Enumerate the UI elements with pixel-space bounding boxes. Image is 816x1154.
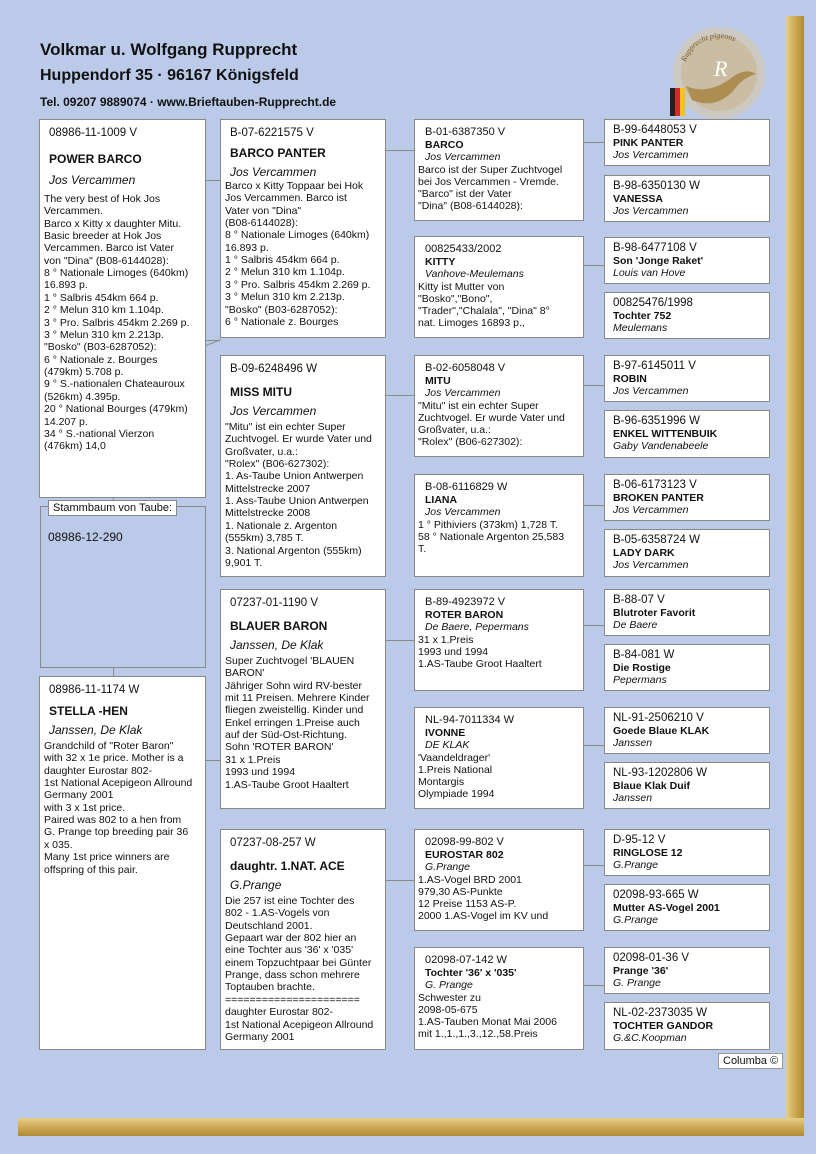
- connector-line: [386, 395, 414, 396]
- pigeon-description: Super Zuchtvogel 'BLAUEN BARON' Jähriger Sohn wird RV-bester mit 11 Preisen. Mehrere Kinder fliegen zweistellig. Kinder und Enkel erringen 1.Preise auch auf der Süd-Ost-Richtung. Sohn 'ROTER BARON' 31 x 1.Preis 1993 und 1994 1.AS-Taube Groot Haaltert: [225, 654, 370, 791]
- ring-number: B-98-6350130 W: [613, 180, 700, 192]
- ring-number: 07237-01-1190 V: [230, 597, 319, 609]
- breeder-name: G.Prange: [425, 861, 470, 874]
- logo-text: Rupprecht pigeons: [679, 30, 738, 63]
- pigeon-name: Blaue Klak Duif: [613, 779, 691, 792]
- breeder-name: Jos Vercammen: [613, 503, 689, 516]
- breeder-name: Gaby Vandenabeele: [613, 439, 709, 452]
- breeder-name: Janssen, De Klak: [230, 638, 324, 653]
- great-grandparent-card[interactable]: [414, 829, 584, 931]
- ring-number: B-99-6448053 V: [613, 124, 697, 136]
- pigeon-name: KITTY: [425, 256, 456, 269]
- pigeon-name: MISS MITU: [230, 384, 292, 399]
- sire-card[interactable]: [39, 119, 206, 498]
- pigeon-name: Blutroter Favorit: [613, 606, 696, 619]
- pigeon-name: daughtr. 1.NAT. ACE: [230, 858, 345, 873]
- ancestor-card[interactable]: [604, 762, 770, 809]
- great-grandparent-card[interactable]: [414, 707, 584, 809]
- ring-number: 08986-11-1174 W: [49, 684, 140, 696]
- breeder-name: Jos Vercammen: [49, 173, 136, 188]
- pedigree-label: Stammbaum von Taube:: [48, 500, 177, 516]
- ring-number: B-06-6173123 V: [613, 479, 697, 491]
- pigeon-name: PINK PANTER: [613, 136, 684, 149]
- ancestor-card[interactable]: [604, 355, 770, 402]
- pigeon-description: Die 257 ist eine Tochter des 802 - 1.AS-Vogels von Deutschland 2001. Gepaart war der 802 hier an eine Tochter aus '36' x '035' einem Topzuchtpaar bei Günter Prange, dass schon mehrere Toptauben brachte. ====================== daughter Eurostar 802- 1st National Acepigeon Allround Germany 2001: [225, 894, 374, 1043]
- ring-number: B-07-6221575 V: [230, 127, 314, 139]
- ring-number: 02098-01-36 V: [613, 952, 690, 964]
- pigeon-description: Barco ist der Super Zuchtvogel bei Jos Vercammen - Vremde. "Barco" ist der Vater "Dina" (B08-6144028):: [418, 163, 563, 212]
- connector-line: [584, 505, 604, 506]
- pigeon-name: BARCO PANTER: [230, 145, 326, 160]
- pigeon-name: Tochter '36' x '035': [425, 967, 517, 980]
- breeder-name: Jos Vercammen: [425, 387, 501, 400]
- connector-line: [584, 265, 604, 266]
- loft-address: Huppendorf 35 · 96167 Königsfeld: [40, 67, 299, 84]
- great-grandparent-card[interactable]: [414, 589, 584, 691]
- breeder-name: Meulemans: [613, 321, 668, 334]
- ring-number: B-01-6387350 V: [425, 126, 506, 138]
- pigeon-name: Die Rostige: [613, 661, 671, 674]
- breeder-name: Louis van Hove: [613, 266, 686, 279]
- ancestor-card[interactable]: [604, 829, 770, 876]
- ring-number: 00825433/2002: [425, 243, 502, 255]
- breeder-name: G.Prange: [613, 858, 658, 871]
- breeder-name: Jos Vercammen: [613, 204, 689, 217]
- pigeon-name: Goede Blaue KLAK: [613, 724, 710, 737]
- pigeon-name: EUROSTAR 802: [425, 849, 504, 862]
- breeder-name: De Baere, Pepermans: [425, 621, 529, 634]
- ring-number: B-84-081 W: [613, 649, 675, 661]
- breeder-name: G. Prange: [425, 979, 473, 992]
- ring-number: B-08-6116829 W: [425, 481, 508, 493]
- ring-number: 07237-08-257 W: [230, 837, 316, 849]
- connector-line: [584, 745, 604, 746]
- great-grandparent-card[interactable]: [414, 119, 584, 221]
- ring-number: NL-93-1202806 W: [613, 767, 707, 779]
- pigeon-description: Barco x Kitty Toppaar bei Hok Jos Vercammen. Barco ist Vater von "Dina" (B08-6144028): 8 ° Nationale Limoges (640km) 16.893 p. 1 ° Salbris 454km 664 p. 2 ° Melun 310 km 1.104p. 3 ° Pro. Salbris 454km 2.269 p. 3 ° Melun 310 km 2.213p. "Bosko" (B03-6287052): 6 ° Nationale z. Bourges: [225, 179, 371, 328]
- connector-line: [206, 180, 220, 181]
- ring-number: NL-94-7011334 W: [425, 714, 515, 726]
- logo-initial: R: [714, 56, 728, 81]
- ancestor-card[interactable]: [604, 947, 770, 994]
- ancestor-card[interactable]: [604, 589, 770, 636]
- ancestor-card[interactable]: [604, 644, 770, 691]
- breeder-name: Vanhove-Meulemans: [425, 268, 524, 281]
- ring-number: 02098-99-802 V: [425, 836, 504, 848]
- pigeon-name: STELLA -HEN: [49, 703, 128, 718]
- pigeon-name: ROTER BARON: [425, 609, 504, 622]
- breeder-name: Janssen: [613, 736, 653, 749]
- connector-line: [386, 880, 414, 881]
- ring-number: B-88-07 V: [613, 594, 665, 606]
- great-grandparent-card[interactable]: [414, 947, 584, 1050]
- grandparent-card[interactable]: [220, 829, 386, 1050]
- pigeon-name: LIANA: [425, 494, 458, 507]
- connector-line: [113, 668, 114, 676]
- pigeon-name: RINGLOSE 12: [613, 846, 683, 859]
- pigeon-name: IVONNE: [425, 727, 466, 740]
- pigeon-description: 31 x 1.Preis 1993 und 1994 1.AS-Taube Groot Haaltert: [418, 633, 542, 670]
- ancestor-card[interactable]: [604, 884, 770, 931]
- connector-line: [386, 640, 414, 641]
- pigeon-description: Kitty ist Mutter von "Bosko","Bono", "Trader","Chalala", "Dina" 8° nat. Limoges 16893 p.,: [418, 280, 550, 329]
- breeder-name: Jos Vercammen: [230, 165, 317, 180]
- breeder-name: Janssen, De Klak: [49, 723, 143, 738]
- ancestor-card[interactable]: [604, 474, 770, 521]
- pigeon-name: BLAUER BARON: [230, 618, 328, 633]
- breeder-name: Janssen: [613, 791, 653, 804]
- connector-line: [584, 385, 604, 386]
- ring-number: B-97-6145011 V: [613, 360, 696, 372]
- breeder-name: DE KLAK: [425, 739, 470, 752]
- ring-number: B-89-4923972 V: [425, 596, 506, 608]
- pigeon-name: Mutter AS-Vogel 2001: [613, 901, 720, 914]
- connector-line: [584, 625, 604, 626]
- gold-border-right: [786, 16, 804, 1136]
- pigeon-name: MITU: [425, 375, 451, 388]
- ring-number: NL-91-2506210 V: [613, 712, 704, 724]
- pigeon-description: 'Vaandeldrager' 1.Preis National Montargis Olympiade 1994: [418, 751, 495, 800]
- ring-number: B-96-6351996 W: [613, 415, 700, 427]
- pigeon-description: 1.AS-Vogel BRD 2001 979,30 AS-Punkte 12 Preise 1153 AS-P. 2000 1.AS-Vogel im KV und: [418, 873, 549, 922]
- pigeon-name: BROKEN PANTER: [613, 491, 704, 504]
- pigeon-name: POWER BARCO: [49, 151, 142, 166]
- breeder-name: Jos Vercammen: [425, 506, 501, 519]
- pigeon-description: Grandchild of "Roter Baron" with 32 x 1e price. Mother is a daughter Eurostar 802- 1st National Acepigeon Allround Germany 2001 with 3 x 1st price. Paired was 802 to a hen from G. Prange top breeding pair 36 x 035. Many 1st price winners are offspring of this pair.: [44, 739, 193, 876]
- breeder-name: Jos Vercammen: [613, 148, 689, 161]
- ring-number: B-02-6058048 V: [425, 362, 506, 374]
- grandparent-card[interactable]: [220, 589, 386, 809]
- gold-border-bottom: [18, 1118, 804, 1136]
- ring-number: B-98-6477108 V: [613, 242, 697, 254]
- connector-line: [206, 760, 220, 761]
- ancestor-card[interactable]: [604, 707, 770, 754]
- pigeon-name: Son 'Jonge Raket': [613, 254, 704, 267]
- breeder-name: Jos Vercammen: [613, 384, 689, 397]
- pigeon-description: Schwester zu 2098-05-675 1.AS-Tauben Monat Mai 2006 mit 1.,1.,1.,3.,12.,58.Preis: [418, 991, 557, 1040]
- ancestor-card[interactable]: [604, 175, 770, 222]
- connector-line: [584, 985, 604, 986]
- ancestor-card[interactable]: [604, 237, 770, 284]
- breeder-name: Jos Vercammen: [230, 404, 317, 419]
- loft-name: Volkmar u. Wolfgang Rupprecht: [40, 40, 298, 59]
- pigeon-description: "Mitu" ist ein echter Super Zuchtvogel. Er wurde Vater und Großvater, u.a.: "Rolex" (B06-627302): 1. As-Taube Union Antwerpen Mittelstrecke 2007 1. Ass-Taube Union Antwerpen Mittelstrecke 2008 1. Nationale z. Argenton (555km) 3,785 T. 3. National Argenton (555km) 9,901 T.: [225, 420, 372, 569]
- grandparent-card[interactable]: [220, 119, 386, 338]
- dam-card[interactable]: [39, 676, 206, 1050]
- pigeon-name: ENKEL WITTENBUIK: [613, 427, 718, 440]
- pigeon-name: Tochter 752: [613, 309, 672, 322]
- great-grandparent-card[interactable]: [414, 355, 584, 457]
- breeder-name: G.Prange: [613, 913, 658, 926]
- ancestor-card[interactable]: [604, 292, 770, 339]
- pigeon-description: "Mitu" ist ein echter Super Zuchtvogel. Er wurde Vater und Großvater, u.a.: "Rolex" (B06-627302):: [418, 399, 565, 448]
- ancestor-card[interactable]: [604, 410, 770, 458]
- ring-number: 02098-07-142 W: [425, 954, 507, 966]
- pigeon-name: VANESSA: [613, 192, 663, 205]
- ring-number: NL-02-2373035 W: [613, 1007, 707, 1019]
- ancestor-card[interactable]: [604, 119, 770, 166]
- software-credit: Columba ©: [718, 1053, 783, 1069]
- ring-number: B-05-6358724 W: [613, 534, 700, 546]
- loft-contact: Tel. 09207 9889074 · www.Brieftauben-Rupprecht.de: [40, 95, 337, 109]
- pigeon-description: 1 ° Pithiviers (373km) 1,728 T. 58 ° Nationale Argenton 25,583 T.: [418, 518, 565, 555]
- ring-number: B-09-6248496 W: [230, 363, 317, 375]
- breeder-name: Jos Vercammen: [425, 151, 501, 164]
- grandparent-card[interactable]: [220, 355, 386, 577]
- ring-number: 00825476/1998: [613, 297, 693, 309]
- pigeon-name: Prange '36': [613, 964, 669, 977]
- breeder-name: G.Prange: [230, 878, 282, 893]
- connector-line: [386, 150, 414, 151]
- connector-line: [584, 865, 604, 866]
- pigeon-name: BARCO: [425, 139, 464, 152]
- great-grandparent-card[interactable]: [414, 474, 584, 577]
- subject-ring-number: 08986-12-290: [48, 530, 123, 544]
- ring-number: D-95-12 V: [613, 834, 666, 846]
- breeder-name: Pepermans: [613, 673, 667, 686]
- ring-number: 02098-93-665 W: [613, 889, 699, 901]
- pigeon-description: The very best of Hok Jos Vercammen. Barco x Kitty x daughter Mitu. Basic breeder at Hok Jos Vercammen. Barco ist Vater von "Dina" (B08-6144028): 8 ° Nationale Limoges (640km) 16.893 p. 1 ° Salbris 454km 664 p. 2 ° Melun 310 km 1.104p. 3 ° Pro. Salbris 454km 2.269 p. 3 ° Melun 310 km 2.213p. "Bosko" (B03-6287052): 6 ° Nationale z. Bourges (479km) 5.708 p. 9 ° S.-nationalen Chateauroux (526km) 4.395p. 20 ° National Bourges (479km) 14.207 p. 34 ° S.-national Vierzon (476km) 14,0: [44, 192, 190, 453]
- ring-number: 08986-11-1009 V: [49, 127, 138, 139]
- breeder-name: G.&C.Koopman: [613, 1031, 687, 1044]
- breeder-name: Jos Vercammen: [613, 558, 689, 571]
- pigeon-name: LADY DARK: [613, 546, 675, 559]
- great-grandparent-card[interactable]: [414, 236, 584, 338]
- ancestor-card[interactable]: [604, 529, 770, 577]
- pigeon-name: TOCHTER GANDOR: [613, 1019, 714, 1032]
- connector-line: [584, 142, 604, 143]
- rupprecht-pigeons-logo: [664, 18, 774, 128]
- pigeon-name: ROBIN: [613, 372, 647, 385]
- breeder-name: De Baere: [613, 618, 658, 631]
- ancestor-card[interactable]: [604, 1002, 770, 1050]
- breeder-name: G. Prange: [613, 976, 661, 989]
